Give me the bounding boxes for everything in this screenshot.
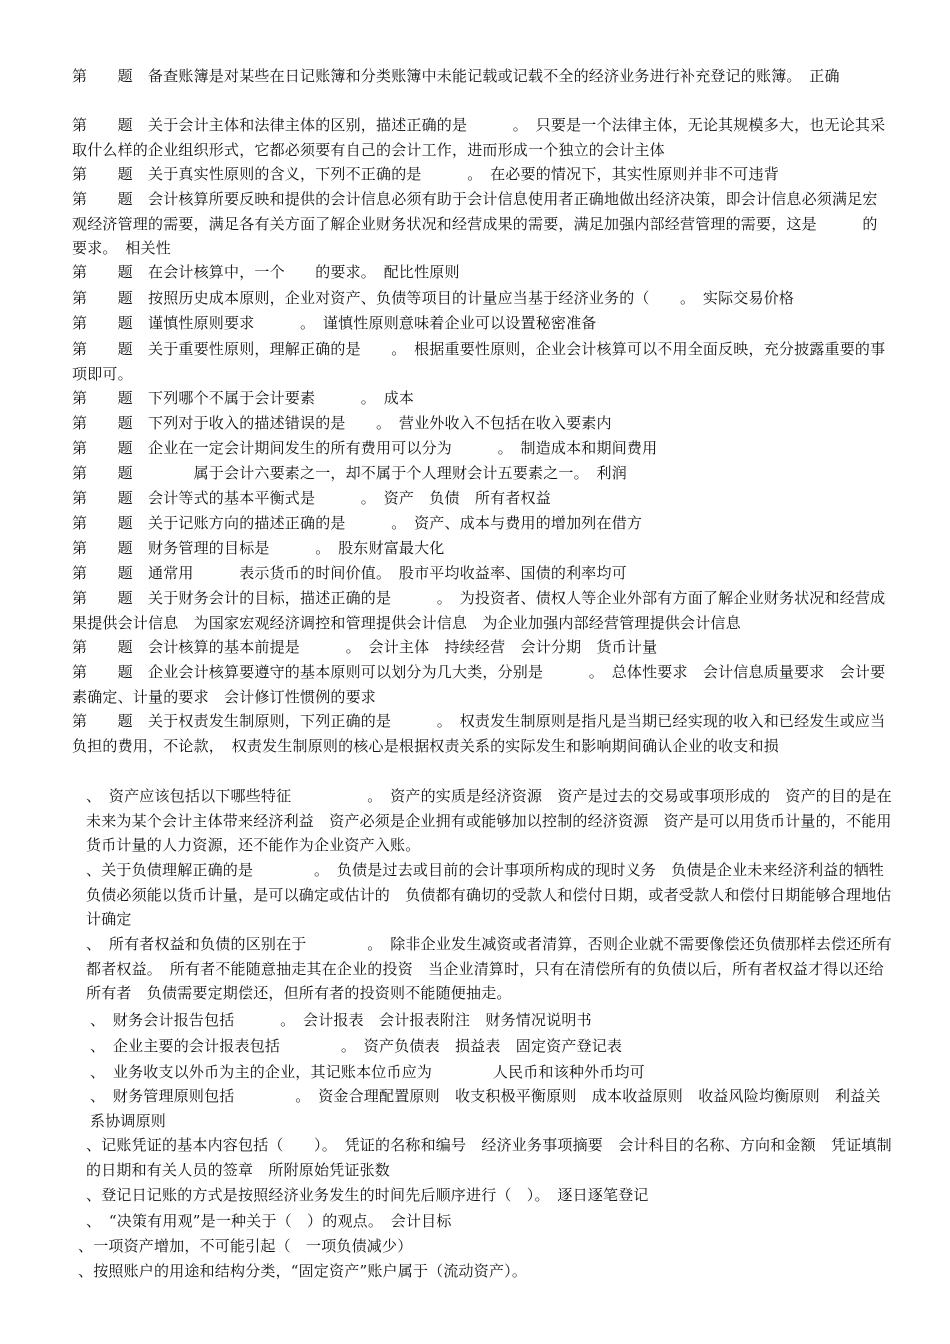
question-27: 、 财务管理原则包括 。 资金合理配置原则 收支积极平衡原则 成本收益原则 收益风险均衡原则 利益关系协调原则: [90, 1087, 881, 1130]
question-8: 第 题 关于重要性原则，理解正确的是 。 根据重要性原则，企业会计核算可以不用全面反映，充分披露重要的事项即可。: [72, 340, 886, 383]
question-26: 、 业务收支以外币为主的企业，其记账本位币应为 人民币和该种外币均可: [90, 1063, 645, 1081]
question-29: 、登记日记账的方式是按照经济业务发生的时间先后顺序进行（ ）。 逐日逐笔登记: [86, 1186, 649, 1204]
question-21: 、 资产应该包括以下哪些特征 。 资产的实质是经济资源 资产是过去的交易或事项形成的 资产的目的是在未来为某个会计主体带来经济利益 资产必须是企业拥有或能够加以控制的经济资源 资产是可以用货币计量的，不能用货币计量的人力资源，还不能作为企业资产入账。: [86, 787, 892, 854]
question-15: 第 题 财务管理的目标是 。 股东财富最大化: [72, 539, 445, 557]
question-10: 第 题 下列对于收入的描述错误的是 。 营业外收入不包括在收入要素内: [72, 414, 612, 432]
question-6: 第 题 按照历史成本原则，企业对资产、负债等项目的计量应当基于经济业务的（ 。 实际交易价格: [72, 289, 795, 307]
question-28: 、记账凭证的基本内容包括（ ）。 凭证的名称和编号 经济业务事项摘要 会计科目的名称、方向和金额 凭证填制的日期和有关人员的签章 所附原始凭证张数: [86, 1136, 892, 1179]
question-20: 第 题 关于权责发生制原则，下列正确的是 。 权责发生制原则是指凡是当期已经实现的收入和已经发生或应当负担的费用，不论款， 权责发生制原则的核心是根据权责关系的实际发生和影响期间确认企业的收支和损: [72, 712, 886, 755]
question-18: 第 题 会计核算的基本前提是 。 会计主体 持续经营 会计分期 货币计量: [72, 638, 658, 656]
question-25: 、 企业主要的会计报表包括 。 资产负债表 损益表 固定资产登记表: [90, 1037, 623, 1055]
question-32: 、按照账户的用途和结构分类，“固定资产”账户属于（流动资产）。: [78, 1262, 528, 1280]
question-30: 、 “决策有用观”是一种关于（ ）的观点。 会计目标: [86, 1212, 452, 1230]
question-2: 第 题 关于会计主体和法律主体的区别，描述正确的是 。 只要是一个法律主体，无论其规模多大，也无论其采取什么样的企业组织形式，它都必须要有自己的会计工作，进而形成一个独立的会计主体: [72, 116, 886, 159]
question-23: 、 所有者权益和负债的区别在于 。 除非企业发生减资或者清算，否则企业就不需要像偿还负债那样去偿还所有都者权益。 所有者不能随意抽走其在企业的投资 当企业清算时，只有在清偿所有的负债以后，所有者权益才得以还给所有者 负债需要定期偿还，但所有者的投资则不能随便抽走。: [86, 935, 892, 1002]
question-19: 第 题 企业会计核算要遵守的基本原则可以划分为几大类，分别是 。 总体性要求 会计信息质量要求 会计要素确定、计量的要求 会计修订性惯例的要求: [72, 663, 886, 706]
question-16: 第 题 通常用 表示货币的时间价值。 股市平均收益率、国债的利率均可: [72, 564, 627, 582]
question-17: 第 题 关于财务会计的目标，描述正确的是 。 为投资者、债权人等企业外部有方面了解企业财务状况和经营成果提供会计信息 为国家宏观经济调控和管理提供会计信息 为企业加强内部经营管理提供会计信息: [72, 589, 886, 632]
question-11: 第 题 企业在一定会计期间发生的所有费用可以分为 。 制造成本和期间费用: [72, 439, 658, 457]
question-12: 第 题 属于会计六要素之一，却不属于个人理财会计五要素之一。 利润: [72, 464, 627, 482]
question-7: 第 题 谨慎性原则要求 。 谨慎性原则意味着企业可以设置秘密准备: [72, 314, 597, 332]
question-5: 第 题 在会计核算中，一个 的要求。 配比性原则: [72, 263, 460, 281]
question-4: 第 题 会计核算所要反映和提供的会计信息必须有助于会计信息使用者正确地做出经济决策，即会计信息必须满足宏观经济管理的需要，满足各有关方面了解企业财务状况和经营成果的需要，满足加强内部经营管理的需要，这是 的要求。 相关性: [72, 190, 878, 257]
question-13: 第 题 会计等式的基本平衡式是 。 资产 负债 所有者权益: [72, 489, 551, 507]
question-22: 、关于负债理解正确的是 。 负债是过去或目前的会计事项所构成的现时义务 负债是企业未来经济利益的牺牲 负债必须能以货币计量，是可以确定或估计的 负债都有确切的受款人和偿付日期，或者受款人和偿付日期能够合理地估计确定: [86, 861, 900, 928]
question-1: 第 题 备查账簿是对某些在日记账簿和分类账簿中未能记载或记载不全的经济业务进行补充登记的账簿。 正确: [72, 67, 840, 85]
question-9: 第 题 下列哪个不属于会计要素 。 成本: [72, 389, 415, 407]
question-24: 、 财务会计报告包括 。 会计报表 会计报表附注 财务情况说明书: [90, 1011, 592, 1029]
question-14: 第 题 关于记账方向的描述正确的是 。 资产、成本与费用的增加列在借方: [72, 514, 643, 532]
question-3: 第 题 关于真实性原则的含义，下列不正确的是 。 在必要的情况下，其实性原则并非不可违背: [72, 165, 779, 183]
question-31: 、一项资产增加，不可能引起（ 一项负债减少）: [78, 1237, 413, 1255]
